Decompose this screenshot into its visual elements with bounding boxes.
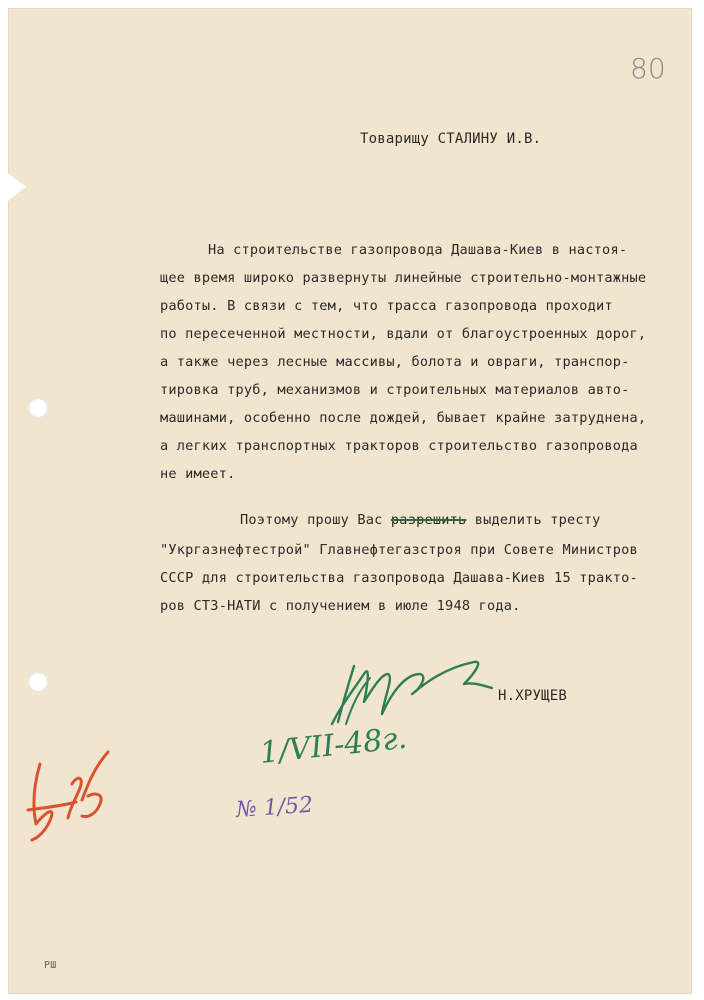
paragraph-1-line: машинами, особенно после дождей, бывает крайне затруднена, [160,410,647,426]
signer-name: Н.ХРУЩЕВ [498,688,568,704]
paragraph-1-line: а также через лесные массивы, болота и овраги, транспор- [160,354,630,370]
red-pencil-resolution-mark [22,744,122,848]
paragraph-1-line: а легких транспортных тракторов строительство газопровода [160,438,638,454]
paragraph-2-line: СССР для строительства газопровода Дашава-Киев 15 тракто- [160,570,638,586]
addressee: Товарищу СТАЛИНУ И.В. [360,131,542,147]
paragraph-1-line: не имеет. [160,466,236,482]
paragraph-1-line: тировка труб, механизмов и строительных материалов авто- [160,382,630,398]
paragraph-1-line: На строительстве газопровода Дашава-Киев в настоя- [208,242,628,258]
request-text-continued: выделить тресту [466,512,601,528]
struck-word: разрешить [390,512,467,528]
page-number: 80 [630,52,666,85]
punch-hole-upper [28,398,48,418]
signature-khrushchev [324,644,500,734]
handwritten-number: № 1/52 [235,792,314,823]
paragraph-1-line: по пересеченной местности, вдали от благоустроенных дорог, [160,326,647,342]
paragraph-2-line-1 [240,512,601,528]
handwritten-date: 1/VII-48г. [258,720,409,771]
paragraph-2-line: ров СТЗ-НАТИ с получением в июле 1948 года. [160,598,521,614]
document-sheet [8,8,692,994]
corner-archive-mark: РШ [44,960,57,971]
punch-hole-lower [28,672,48,692]
paragraph-2-line: "Укргазнефтестрой" Главнефтегазстроя при Совете Министров [160,542,638,558]
request-text: Поэтому прошу Вас [240,512,391,528]
paragraph-1-line: работы. В связи с тем, что трасса газопровода проходит [160,298,613,314]
paragraph-1-line: щее время широко развернуты линейные строительно-монтажные [160,270,647,286]
